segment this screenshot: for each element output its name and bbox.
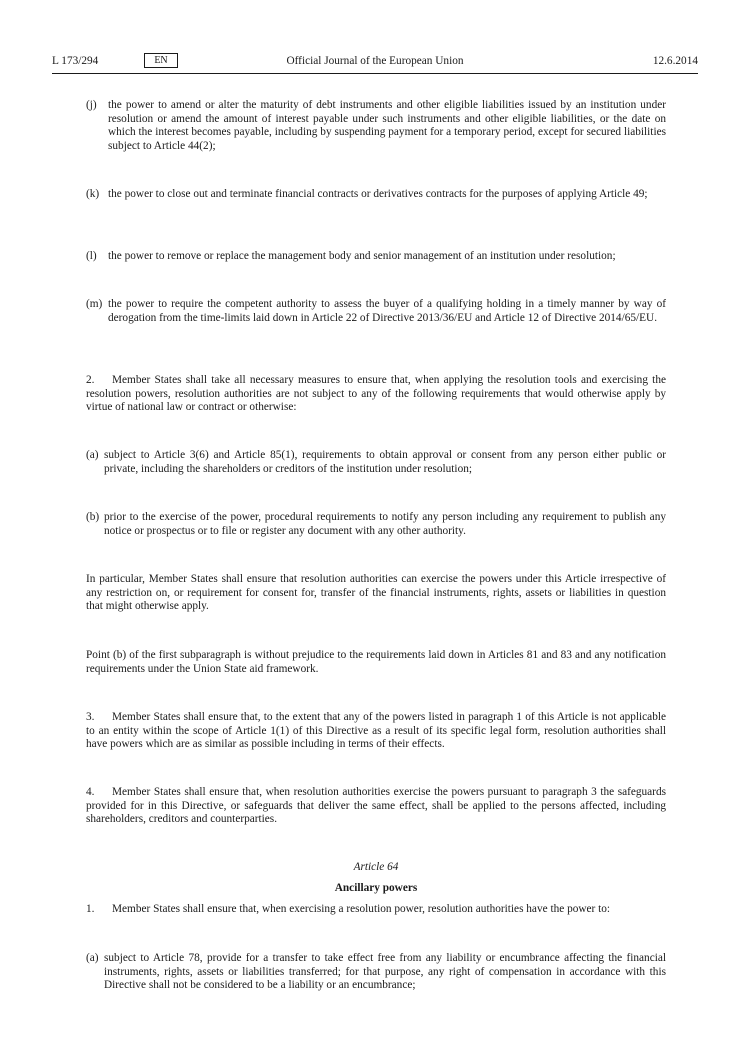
item-text: the power to require the competent authority to assess the buyer of a qualifying holding in a timely manner by way of derogation from the time-limits laid down in Article 22 of Directive 2013/36/EU and Article 12 of Directive 2014/65/EU. [108, 298, 666, 324]
paragraph-text: Point (b) of the first subparagraph is without prejudice to the requirements laid down in Articles 81 and 83 and any notification requirements under the Union State aid framework. [86, 649, 666, 675]
list-item-j [86, 99, 666, 153]
item-text: prior to the exercise of the power, procedural requirements to notify any person including any requirement to publish any notice or prospectus or to file or register any document with any other authority. [104, 511, 666, 537]
publication-date: 12.6.2014 [652, 55, 698, 67]
paragraph-number: 4. [86, 786, 95, 798]
paragraph-text: Member States shall ensure that, when exercising a resolution power, resolution authorities have the power to: [112, 903, 611, 915]
item-text: the power to amend or alter the maturity of debt instruments and other eligible liabilities issued by an institution under resolution or amend the amount of interest payable under such instruments and other eligible liabilities, or the date on which the interest becomes payable, including by suspending payment for a temporary period, except for secured liabilities subject to Article 44(2); [108, 99, 666, 152]
paragraph-number: 1. [86, 903, 95, 915]
item-text: subject to Article 3(6) and Article 85(1), requirements to obtain approval or consent from any person either public or private, including the shareholders or creditors of the institution under resolution; [104, 449, 666, 475]
language-badge: EN [144, 53, 178, 68]
list-item-k [86, 188, 666, 202]
list-item-l [86, 250, 666, 264]
point-b-paragraph [86, 649, 666, 676]
list-item-a-article [86, 952, 666, 993]
list-item-a [86, 449, 666, 476]
paragraph-text: In particular, Member States shall ensure that resolution authorities can exercise the powers under this Article irrespective of any restriction on, or requirement for consent for, transfer of the financial instruments, rights, assets or liabilities in question that might otherwise apply. [86, 573, 666, 613]
paragraph-text: Member States shall take all necessary measures to ensure that, when applying the resolution tools and exercising the resolution powers, resolution authorities are not subject to any of the following requirements that would otherwise apply by virtue of national law or contract or otherwise: [86, 374, 666, 414]
item-text: the power to close out and terminate financial contracts or derivatives contracts for the purposes of applying Article 49; [108, 188, 648, 200]
journal-title: Official Journal of the European Union [286, 55, 464, 67]
paragraph-text: Member States shall ensure that, when resolution authorities exercise the powers pursuant to paragraph 3 the safeguards provided for in this Directive, or safeguards that deliver the same effect, shall be applied to the persons affected, including shareholders, creditors and counterparties. [86, 786, 666, 826]
list-item-b [86, 511, 666, 538]
paragraph-2 [86, 374, 666, 415]
journal-reference: L 173/294 [52, 55, 99, 67]
header-rule [52, 73, 698, 74]
page-header [52, 53, 698, 73]
article-title: Ancillary powers [334, 882, 418, 894]
paragraph-number: 3. [86, 711, 95, 723]
item-text: subject to Article 78, provide for a transfer to take effect free from any liability or encumbrance affecting the financial instruments, rights, assets or liabilities transferred; for that purpose, any right of compensation in accordance with this Directive shall not be considered to be a liability or an encumbrance; [104, 952, 666, 992]
item-label: (a) [86, 449, 99, 461]
paragraph-4 [86, 786, 666, 827]
item-label: (m) [86, 298, 103, 310]
item-label: (b) [86, 511, 100, 523]
paragraph-text: Member States shall ensure that, to the extent that any of the powers listed in paragraph 1 of this Article is not applicable to an entity within the scope of Article 1(1) of this Directive as a result of its specific legal form, resolution authorities shall have powers which are as similar as possible including in terms of their effects. [86, 711, 666, 751]
in-particular-paragraph [86, 573, 666, 614]
article-paragraph-1 [86, 903, 666, 917]
list-item-m [86, 298, 666, 325]
paragraph-3 [86, 711, 666, 752]
article-number: Article 64 [353, 861, 399, 873]
item-label: (l) [86, 250, 97, 262]
paragraph-number: 2. [86, 374, 95, 386]
item-label: (a) [86, 952, 99, 964]
item-label: (j) [86, 99, 97, 111]
item-text: the power to remove or replace the management body and senior management of an institution under resolution; [108, 250, 616, 262]
item-label: (k) [86, 188, 100, 200]
